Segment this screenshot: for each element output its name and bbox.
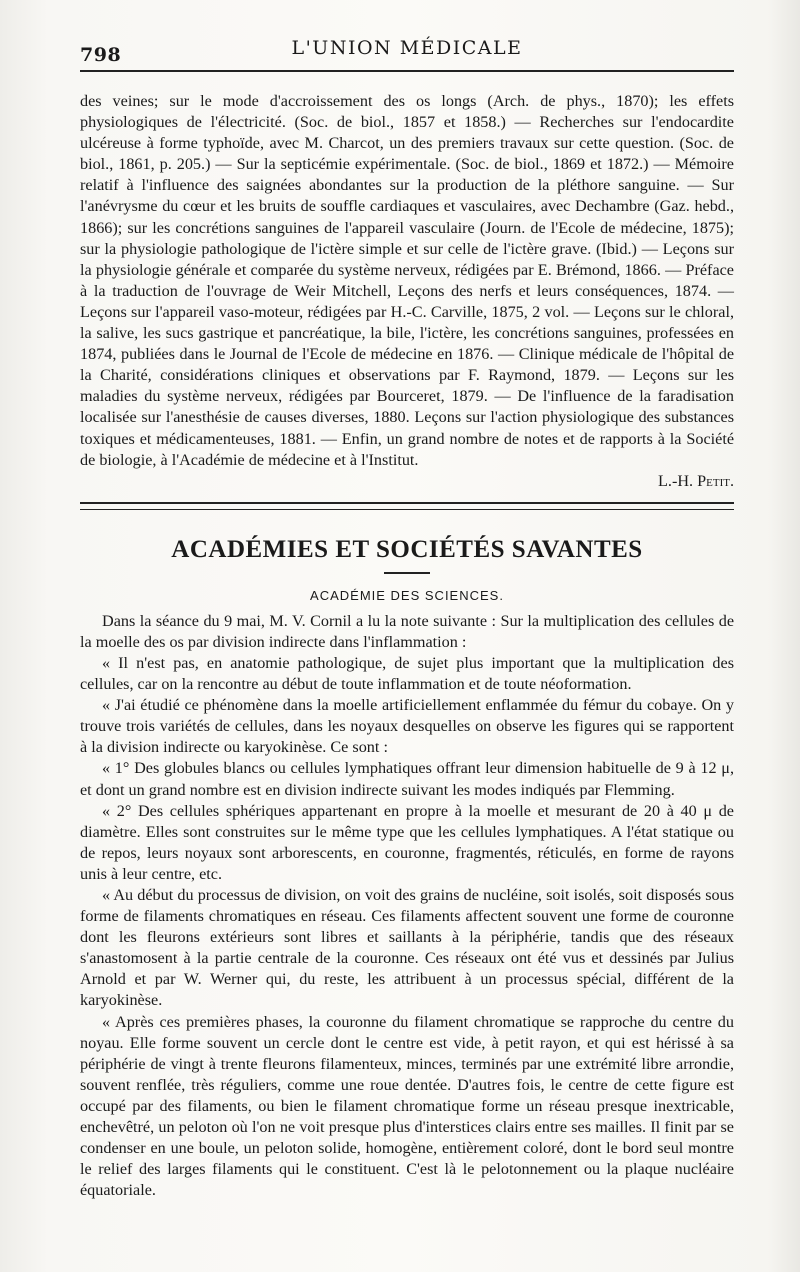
author-signature: L.-H. Petit.: [658, 471, 734, 490]
journal-title: L'UNION MÉDICALE: [291, 37, 523, 59]
article-paragraph: « Il n'est pas, en anatomie pathologique, de sujet plus important que la multiplication des cellules, car on la rencontre au début de toute inflammation et de toute néoformation.: [80, 653, 734, 694]
article-body: [80, 611, 734, 1202]
section-title: ACADÉMIES ET SOCIÉTÉS SAVANTES: [171, 535, 643, 563]
article-paragraph: « Après ces premières phases, la couronne du filament chromatique se rapproche du centre du noyau. Elle forme souvent un cercle dont le centre est vide, à petit rayon, et qui est hérissé à sa périphérie de vingt à trente fleurons filamenteux, minces, terminés par une extrémité libre arrondie, souvent renflée, très réguliers, comme une roue dentée. D'autres fois, le centre de cette figure est occupé par des filaments, ou bien le filament chromatique forme un réseau presque inextricable, enchevêtré, un peloton où l'on ne voit presque plus d'interstices clairs entre ses mailles. Il finit par se condenser en une boule, un peloton solide, homogène, entièrement coloré, dont le bord seul montre le relief des larges filaments qui le constituent. C'est là le pelotonnement ou la plaque nucléaire équatoriale.: [80, 1012, 734, 1200]
page-header: [80, 34, 734, 64]
section-divider: [80, 502, 734, 510]
page-number: 798: [80, 44, 122, 66]
header-rule: [80, 70, 734, 72]
subsection-title: ACADÉMIE DES SCIENCES.: [310, 587, 504, 603]
bibliography-paragraph: des veines; sur le mode d'accroissement des os longs (Arch. de phys., 1870); les effets physiologiques de l'électricité. (Soc. de biol., 1857 et 1858.) — Recherches sur l'endocardite ulcéreuse à forme typhoïde, avec M. Charcot, un des premiers travaux sur cette question. (Soc. de biol., 1861, p. 205.) — Sur la septicémie expérimentale. (Soc. de biol., 1869 et 1872.) — Mémoire relatif à l'influence des saignées abondantes sur la production de la pléthore sanguine. — Sur l'anévrysme du cœur et les bruits de souffle cardiaques et vasculaires, avec Dechambre (Gaz. hebd., 1866); sur les concrétions sanguines de l'appareil vasculaire (Journ. de l'Ecole de médecine, 1875); sur la physiologie pathologique de l'ictère simple et sur celle de l'ictère grave. (Ibid.) — Leçons sur la physiologie générale et comparée du système nerveux, rédigées par E. Brémond, 1866. — Préface à la traduction de l'ouvrage de Weir Mitchell, Leçons des nerfs et leurs conséquences, 1874. — Leçons sur l'appareil vaso-moteur, rédigées par H.-C. Carville, 1875, 2 vol. — Leçons sur le chloral, la salive, les sucs gastrique et pancréatique, la bile, l'ictère, les concrétions sanguines, professées en 1874, publiées dans le Journal de l'Ecole de médecine en 1876. — Clinique médicale de l'hôpital de la Charité, considérations cliniques et observations par F. Raymond, 1879. — Leçons sur les maladies du système nerveux, rédigées par Bourceret, 1879. — De l'influence de la faradisation localisée sur l'anesthésie de causes diverses, 1880. Leçons sur l'action physiologique des substances toxiques et médicamenteuses, 1881. — Enfin, un grand nombre de notes et de rapports à la Société de biologie, à l'Académie de médecine et à l'Institut.: [80, 92, 734, 469]
article-paragraph: « Au début du processus de division, on voit des grains de nucléine, soit isolés, soit disposés sous forme de filaments chromatiques en réseau. Ces filaments affectent souvent une forme de couronne dont les fleurons extérieurs sont libres et saillants à la périphérie, tandis que des réseaux s'anastomosent à la partie centrale de la couronne. Ces réseaux ont été vus et dessinés par Julius Arnold et par W. Werner qui, du reste, les attribuent à un processus spécial, différent de la karyokinèse.: [80, 886, 734, 1010]
article-paragraph: Dans la séance du 9 mai, M. V. Cornil a lu la note suivante : Sur la multiplication des cellules de la moelle des os par division indirecte dans l'inflammation :: [80, 611, 734, 651]
title-underline: [384, 572, 430, 574]
article-paragraph: « J'ai étudié ce phénomène dans la moelle artificiellement enflammée du fémur du cobaye. On y trouve trois variétés de cellules, dans les noyaux desquelles on observe les figures qui se rapportent à la division indirecte ou karyokinèse. Ce sont :: [80, 696, 734, 757]
article-paragraph: « 2° Des cellules sphériques appartenant en propre à la moelle et mesurant de 20 à 40 μ de diamètre. Elles sont construites sur le même type que les cellules lymphatiques. A l'état statique ou de repos, leurs noyaux sont arborescents, en couronne, fragmentés, réticulés, en forme de rayons unis à leur centre, etc.: [80, 801, 734, 883]
article-paragraph: « 1° Des globules blancs ou cellules lymphatiques offrant leur dimension habituelle de 9 à 12 μ, et dont un grand nombre est en division indirecte suivant les modes indiqués par Flemming.: [80, 759, 734, 799]
bibliography-block: [80, 91, 734, 492]
